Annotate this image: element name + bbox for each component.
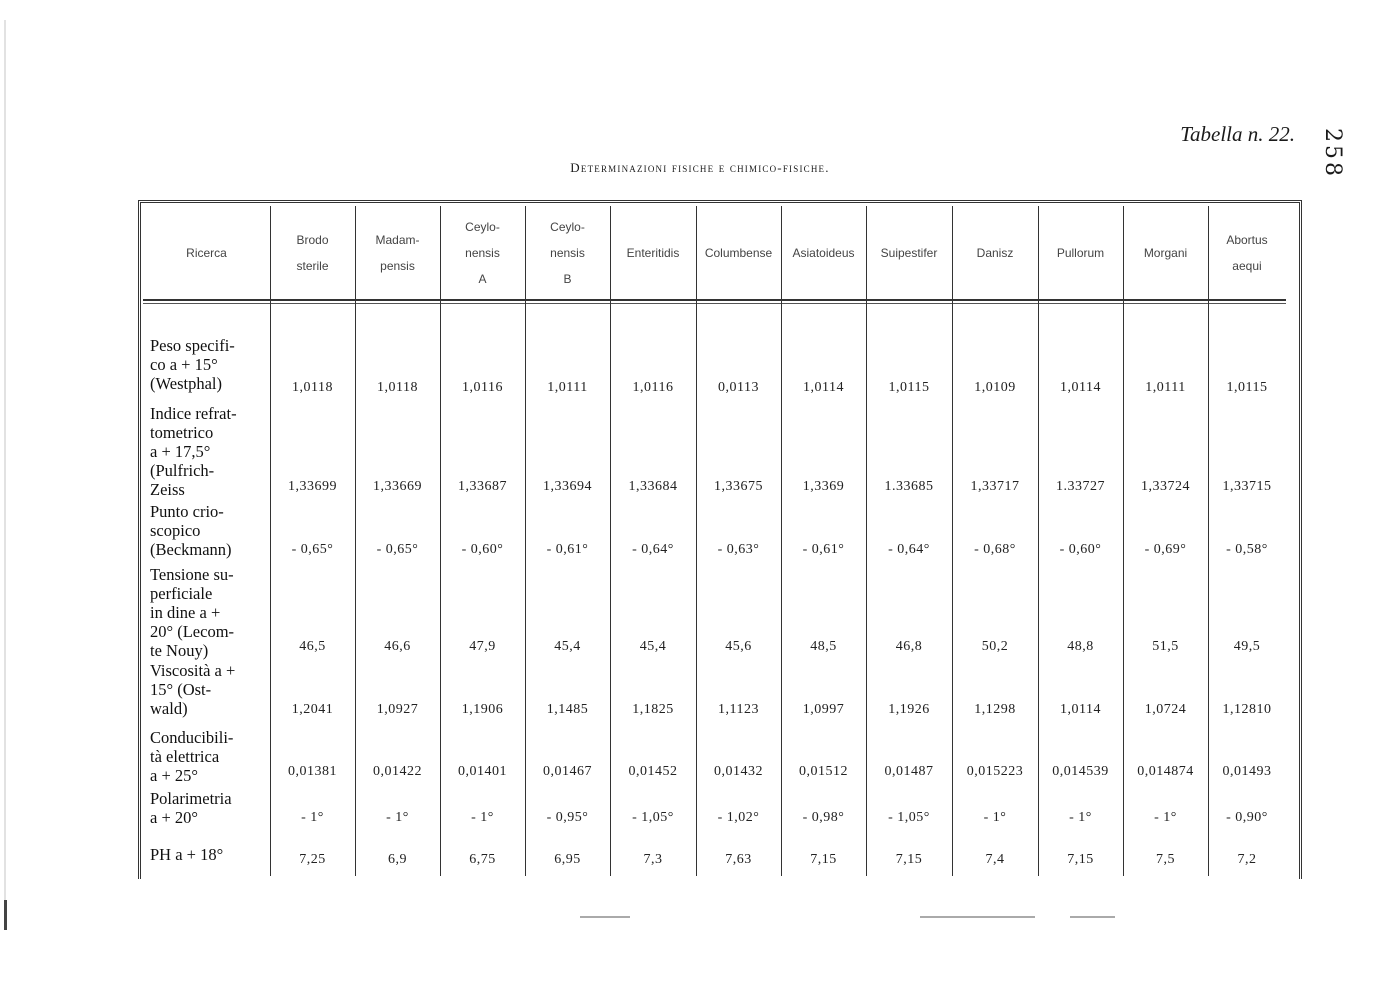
- page-corner-mark: [4, 900, 7, 930]
- table-cell: 48,5: [810, 639, 837, 654]
- table-cell: 1,1298: [974, 702, 1016, 717]
- table-cell: 46,8: [895, 639, 923, 654]
- table-cell: - 0,65°: [291, 542, 334, 557]
- table-cell: 1,0114: [1060, 702, 1101, 717]
- table-cell: 1,1485: [546, 702, 589, 717]
- table-cell: - 0,95°: [546, 810, 589, 825]
- column-header: Columbense: [704, 246, 773, 260]
- table-cell: - 1,05°: [888, 810, 930, 825]
- table-cell: 0,015223: [966, 764, 1024, 779]
- table-cell: - 1,02°: [717, 810, 760, 825]
- table-cell: - 1°: [471, 810, 494, 825]
- table-cell: 45,4: [554, 639, 581, 654]
- footer-smudge: [580, 916, 630, 918]
- table-cell: 1,2041: [291, 702, 334, 717]
- table-cell: 7,3: [643, 852, 663, 867]
- table-cell: 1,0724: [1144, 702, 1187, 717]
- table-cell: 7,5: [1156, 852, 1175, 867]
- table-cell: 0,01452: [628, 764, 678, 779]
- table-cell: 7,2: [1237, 852, 1257, 867]
- table-cell: - 1°: [1069, 810, 1092, 825]
- table-cell: 1.33727: [1056, 479, 1105, 494]
- table-cell: 1,33724: [1141, 479, 1190, 494]
- table-cell: 1,0116: [462, 380, 503, 395]
- table-cell: 49,5: [1233, 639, 1261, 654]
- table-cell: 0,01401: [458, 764, 507, 779]
- table-cell: - 0,63°: [717, 542, 760, 557]
- table-cell: 1,12810: [1222, 702, 1272, 717]
- column-header: Abortus aequi: [1226, 233, 1268, 273]
- table-cell: 0,01381: [288, 764, 337, 779]
- table-cell: - 0,60°: [461, 542, 504, 557]
- column-header: Suipestifer: [880, 246, 938, 260]
- row-label: Viscosità a + 15° (Ost- wald): [150, 661, 236, 718]
- table-cell: 1,3369: [802, 479, 845, 494]
- footer-smudge: [920, 916, 1035, 918]
- table-cell: 1,0116: [632, 380, 674, 395]
- table-cell: 50,2: [981, 639, 1009, 654]
- page-left-edge: [4, 20, 6, 920]
- table-cell: 1,0111: [547, 380, 588, 395]
- table-label: Tabella n. 22.: [1180, 122, 1295, 146]
- column-header: Ceylo- nensis B: [550, 220, 585, 286]
- table-cell: - 0,61°: [802, 542, 845, 557]
- row-label: Punto crio- scopico (Beckmann): [150, 502, 232, 559]
- column-header: Asiatoideus: [792, 246, 855, 260]
- table-cell: 1,0111: [1145, 380, 1186, 395]
- table-cell: 6,75: [469, 852, 496, 867]
- table-cell: 6,95: [554, 852, 581, 867]
- table-cell: - 0,64°: [632, 542, 674, 557]
- table-cell: 0,0113: [718, 380, 759, 395]
- table-cell: 1,0114: [803, 380, 844, 395]
- header-rule-thin: [143, 303, 1286, 304]
- table-cell: - 0,98°: [802, 810, 845, 825]
- table-cell: - 1,05°: [632, 810, 674, 825]
- table-cell: 1,33699: [288, 479, 337, 494]
- table-cell: 46,6: [384, 639, 411, 654]
- column-header: Morgani: [1143, 246, 1188, 260]
- row-label: Peso specifi- co a + 15° (Westphal): [150, 336, 235, 393]
- column-header: Ricerca: [186, 246, 227, 260]
- table-cell: - 0,90°: [1226, 810, 1268, 825]
- table-cell: 1,1825: [632, 702, 674, 717]
- table-cell: - 1°: [983, 810, 1007, 825]
- table-cell: - 0,65°: [376, 542, 419, 557]
- table-cell: 0,014539: [1052, 764, 1109, 779]
- table-cell: - 0,60°: [1059, 542, 1102, 557]
- table-cell: 1,33684: [628, 479, 678, 494]
- table-cell: - 0,68°: [974, 542, 1016, 557]
- table-cell: 1,33687: [458, 479, 507, 494]
- page-number: 258: [1320, 128, 1345, 179]
- column-header: Madam- pensis: [375, 233, 420, 273]
- table-cell: 1,33694: [543, 479, 592, 494]
- column-header: Pullorum: [1056, 246, 1105, 260]
- table-cell: 1,33669: [373, 479, 422, 494]
- table-cell: 45,6: [725, 639, 752, 654]
- table-cell: 0,01512: [799, 764, 848, 779]
- table-cell: 48,8: [1067, 639, 1094, 654]
- table-cell: 46,5: [299, 639, 326, 654]
- row-label: Tensione su- perficiale in dine a + 20° (Lecom- te Nouy): [150, 565, 235, 660]
- table-cell: 1,0109: [974, 380, 1016, 395]
- table-cell: 7,15: [895, 852, 923, 867]
- table-cell: - 1°: [301, 810, 324, 825]
- table-cell: - 1°: [1154, 810, 1177, 825]
- table-cell: 1,33715: [1222, 479, 1272, 494]
- table-cell: 1,1123: [718, 702, 759, 717]
- table-cell: 7,4: [985, 852, 1005, 867]
- table-cell: 1.33685: [884, 479, 934, 494]
- table-cell: 1,0997: [802, 702, 845, 717]
- table-cell: 1,0114: [1060, 380, 1101, 395]
- table-cell: 0,014874: [1137, 764, 1194, 779]
- table-cell: 1,0118: [377, 380, 418, 395]
- column-header: Enteritidis: [626, 246, 680, 260]
- table-cell: 51,5: [1152, 639, 1179, 654]
- table-cell: 0,01422: [373, 764, 422, 779]
- table-cell: - 1°: [386, 810, 409, 825]
- column-header: Ceylo- nensis A: [465, 220, 500, 286]
- table-cell: 1,0115: [1226, 380, 1268, 395]
- table-cell: 1,0118: [292, 380, 333, 395]
- table-cell: 7,15: [1067, 852, 1094, 867]
- row-label: PH a + 18°: [150, 845, 224, 864]
- footer-smudge: [1070, 916, 1115, 918]
- table-cell: 1,0115: [888, 380, 930, 395]
- column-header: Danisz: [976, 246, 1014, 260]
- table-cell: 45,4: [639, 639, 667, 654]
- table-cell: 0,01432: [714, 764, 763, 779]
- table-cell: 7,15: [810, 852, 837, 867]
- table-cell: 0,01487: [884, 764, 934, 779]
- table-cell: 6,9: [388, 852, 407, 867]
- row-label: Indice refrat- tometrico a + 17,5° (Pulfrich- Zeiss: [150, 404, 237, 499]
- row-label: Polarimetria a + 20°: [150, 789, 232, 827]
- table-cell: - 0,69°: [1144, 542, 1187, 557]
- column-header: Brodo sterile: [296, 233, 329, 273]
- table-cell: 0,01467: [543, 764, 592, 779]
- table-cell: - 0,61°: [546, 542, 589, 557]
- row-label: Conducibili- tà elettrica a + 25°: [150, 728, 234, 785]
- table-cell: - 0,64°: [888, 542, 930, 557]
- table-cell: 1,33675: [714, 479, 763, 494]
- table-cell: 1,33717: [970, 479, 1020, 494]
- table-cell: 47,9: [469, 639, 496, 654]
- table-cell: 7,63: [725, 852, 752, 867]
- table-cell: 1,1906: [461, 702, 504, 717]
- table-cell: 7,25: [299, 852, 326, 867]
- table-title: Determinazioni fisiche e chimico-fisiche.: [570, 160, 830, 175]
- table-cell: 1,1926: [888, 702, 930, 717]
- table-cell: 0,01493: [1222, 764, 1272, 779]
- table-cell: - 0,58°: [1226, 542, 1268, 557]
- table-cell: 1,0927: [376, 702, 419, 717]
